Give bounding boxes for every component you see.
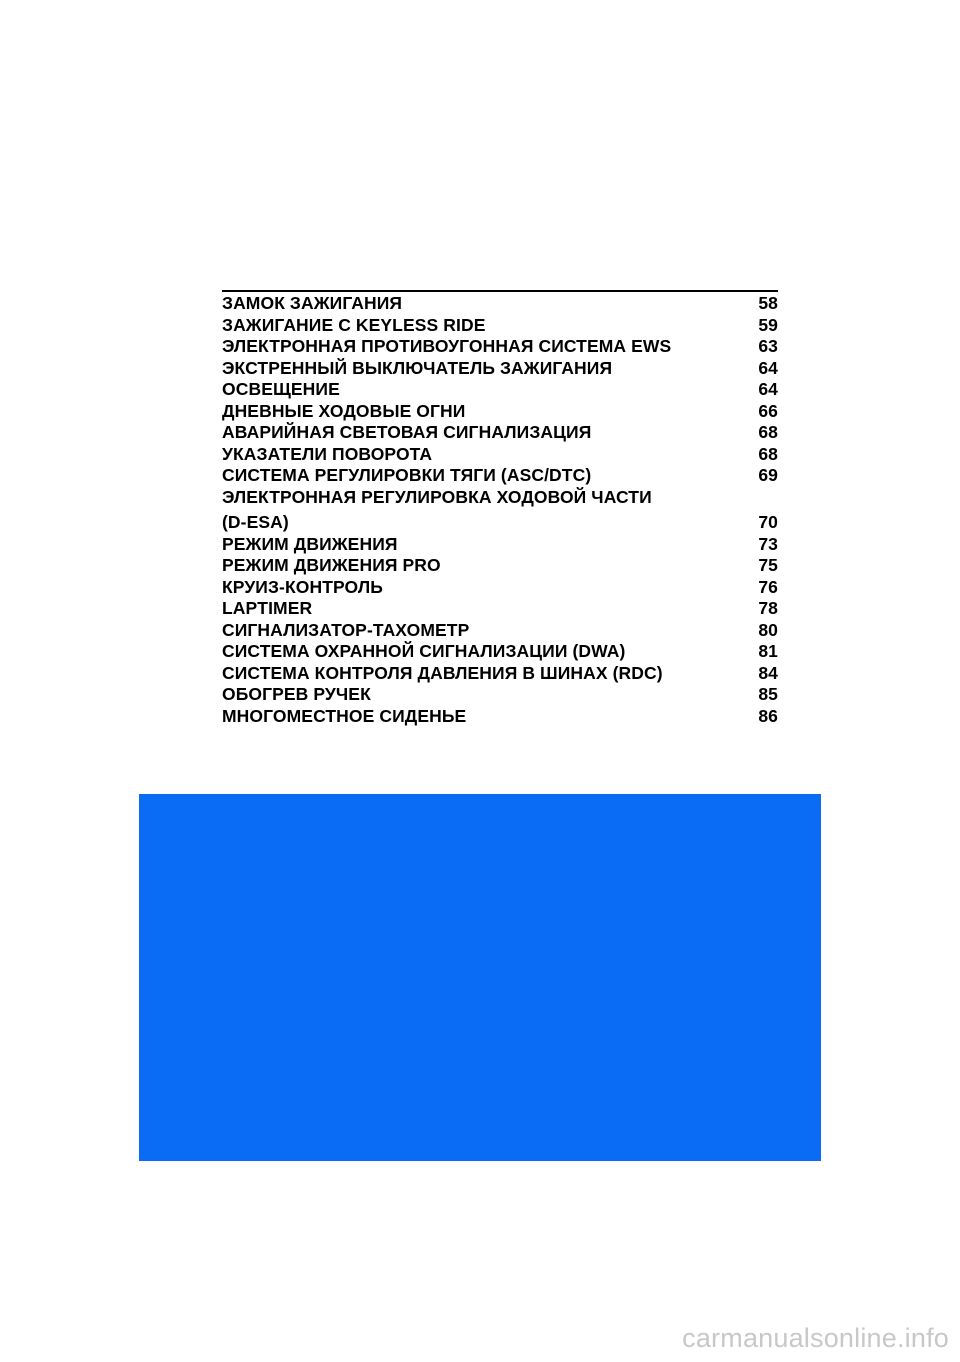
toc-entry-page: 68 bbox=[758, 443, 778, 464]
toc-entry-page: 84 bbox=[758, 662, 778, 683]
toc-entry-title: АВАРИЙНАЯ СВЕТОВАЯ СИГНАЛИЗАЦИЯ bbox=[222, 422, 592, 442]
toc-entry-page: 86 bbox=[758, 705, 778, 726]
table-of-contents bbox=[222, 290, 778, 727]
toc-entry-page: 69 bbox=[758, 465, 778, 485]
toc-entry[interactable] bbox=[222, 336, 778, 358]
toc-entry[interactable] bbox=[222, 534, 778, 556]
toc-entry-page: 58 bbox=[758, 293, 778, 313]
toc-entry-page: 63 bbox=[758, 336, 778, 356]
toc-entry-page: 80 bbox=[758, 619, 778, 640]
toc-entry-page: 64 bbox=[758, 357, 778, 378]
toc-entry-continuation[interactable] bbox=[222, 512, 778, 534]
toc-entry-page: 64 bbox=[758, 379, 778, 399]
toc-entry-title: LAPTIMER bbox=[222, 598, 313, 618]
toc-entry[interactable] bbox=[222, 487, 778, 509]
toc-entry[interactable] bbox=[222, 620, 778, 642]
toc-entry-title: СИГНАЛИЗАТОР-ТАХОМЕТР bbox=[222, 619, 470, 640]
toc-entry[interactable] bbox=[222, 663, 778, 685]
toc-entry[interactable] bbox=[222, 641, 778, 663]
toc-entry-page: 78 bbox=[758, 598, 778, 618]
toc-entry[interactable] bbox=[222, 379, 778, 401]
toc-entry-title: ОСВЕЩЕНИЕ bbox=[222, 379, 340, 399]
toc-entry-page: 66 bbox=[758, 400, 778, 421]
toc-entry-page: 70 bbox=[758, 512, 778, 532]
toc-entry-title: ЗАЖИГАНИЕ С KEYLESS RIDE bbox=[222, 314, 486, 335]
toc-entry-title: ЭКСТРЕННЫЙ ВЫКЛЮЧАТЕЛЬ ЗАЖИГАНИЯ bbox=[222, 357, 613, 378]
toc-entry-page: 73 bbox=[758, 533, 778, 554]
toc-entry-page: 85 bbox=[758, 684, 778, 704]
toc-entry[interactable] bbox=[222, 555, 778, 577]
toc-entry-page: 68 bbox=[758, 422, 778, 442]
toc-entry-title: ЗАМОК ЗАЖИГАНИЯ bbox=[222, 293, 403, 313]
toc-entry[interactable] bbox=[222, 401, 778, 423]
toc-entry[interactable] bbox=[222, 577, 778, 599]
toc-entry-title: ЭЛЕКТРОННАЯ ПРОТИВОУГОННАЯ СИСТЕМА EWS bbox=[222, 336, 672, 356]
toc-entry-title: ДНЕВНЫЕ ХОДОВЫЕ ОГНИ bbox=[222, 400, 466, 421]
toc-entry-page: 75 bbox=[758, 555, 778, 575]
watermark-text: carmanualsonline.info bbox=[682, 1323, 949, 1353]
toc-entry[interactable] bbox=[222, 598, 778, 620]
toc-entry-title: УКАЗАТЕЛИ ПОВОРОТА bbox=[222, 443, 433, 464]
toc-entry-title: РЕЖИМ ДВИЖЕНИЯ bbox=[222, 533, 398, 554]
toc-entry[interactable] bbox=[222, 315, 778, 337]
toc-entry-title: КРУИЗ-КОНТРОЛЬ bbox=[222, 576, 383, 597]
toc-entry[interactable] bbox=[222, 422, 778, 444]
toc-entry-title: МНОГОМЕСТНОЕ СИДЕНЬЕ bbox=[222, 705, 467, 726]
toc-entry-page: 59 bbox=[758, 314, 778, 335]
toc-entry[interactable] bbox=[222, 444, 778, 466]
toc-entry-title: РЕЖИМ ДВИЖЕНИЯ PRO bbox=[222, 555, 441, 575]
toc-entry-title: ОБОГРЕВ РУЧЕК bbox=[222, 684, 371, 704]
toc-entry-page: 81 bbox=[758, 641, 778, 661]
toc-entry-page: 76 bbox=[758, 576, 778, 597]
toc-entry-title-continued: (D-ESA) bbox=[222, 512, 289, 532]
toc-entry-title: СИСТЕМА КОНТРОЛЯ ДАВЛЕНИЯ В ШИНАХ (RDC) bbox=[222, 662, 663, 683]
toc-entry[interactable] bbox=[222, 293, 778, 315]
toc-entry-title: ЭЛЕКТРОННАЯ РЕГУЛИРОВКА ХОДОВОЙ ЧАСТИ bbox=[222, 486, 652, 507]
toc-entry[interactable] bbox=[222, 465, 778, 487]
chapter-color-panel bbox=[139, 794, 821, 1161]
toc-entry-title: СИСТЕМА РЕГУЛИРОВКИ ТЯГИ (ASC/DTC) bbox=[222, 465, 592, 485]
toc-entry[interactable] bbox=[222, 684, 778, 706]
toc-entry-title: СИСТЕМА ОХРАННОЙ СИГНАЛИЗАЦИИ (DWA) bbox=[222, 641, 626, 661]
toc-entry[interactable] bbox=[222, 358, 778, 380]
toc-entry[interactable] bbox=[222, 706, 778, 728]
